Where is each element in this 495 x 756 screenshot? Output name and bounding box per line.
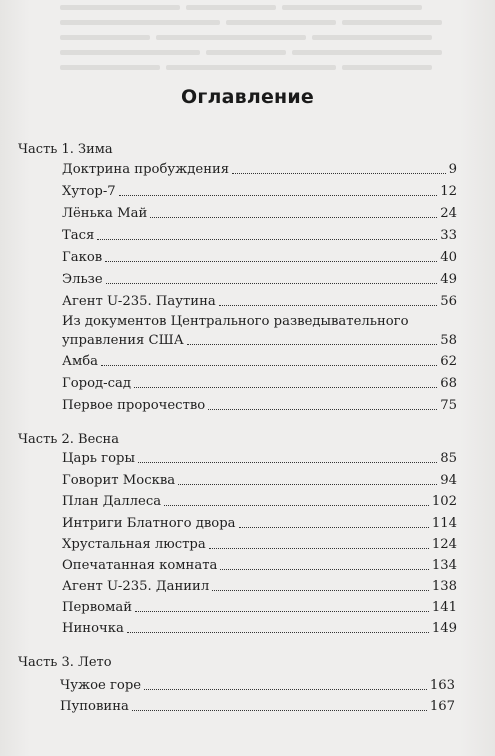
entry-title: Говорит Москва: [62, 473, 176, 488]
toc-entry: [62, 556, 457, 575]
entry-page: 163: [429, 678, 455, 693]
dot-leader: [138, 462, 437, 463]
dot-leader: [239, 527, 429, 528]
entry-page: 40: [440, 250, 457, 265]
entry-page: 9: [448, 162, 457, 177]
entry-page: 49: [440, 272, 457, 287]
toc-entry: [62, 492, 457, 511]
toc-entry: [62, 352, 457, 371]
toc-entry: [60, 697, 455, 716]
entry-title: Первое пророчество: [62, 398, 206, 413]
toc-entry: [62, 312, 457, 350]
entry-title: Интриги Блатного двора: [62, 516, 236, 531]
dot-leader: [135, 611, 429, 612]
entry-page: 102: [431, 494, 457, 509]
toc-entry: [62, 270, 457, 289]
toc-entry: [62, 514, 457, 533]
toc-entry: [62, 535, 457, 554]
toc-entry: [62, 619, 457, 638]
entry-page: 85: [440, 451, 457, 466]
toc-entry: [62, 577, 457, 596]
dot-leader: [208, 409, 437, 410]
entry-title: Опечатанная комната: [62, 558, 218, 573]
dot-leader: [232, 173, 446, 174]
entry-page: 56: [440, 294, 457, 309]
dot-leader: [132, 710, 427, 711]
entry-page: 12: [440, 184, 457, 199]
toc-title: Оглавление: [181, 86, 314, 108]
dot-leader: [134, 387, 437, 388]
dot-leader: [164, 505, 429, 506]
show-through-text: [60, 0, 460, 140]
dot-leader: [219, 305, 437, 306]
entry-title: Хрустальная люстра: [62, 537, 206, 552]
entry-title: Лёнька Май: [62, 206, 148, 221]
toc-entry: [62, 598, 457, 617]
entry-title: Эльзе: [62, 272, 103, 287]
entry-title: Пуповина: [60, 699, 129, 714]
dot-leader: [97, 239, 437, 240]
entry-title: Тася: [62, 228, 95, 243]
entry-page: 141: [431, 600, 457, 615]
dot-leader: [220, 569, 428, 570]
toc-entry: [62, 160, 457, 179]
toc-entry: [62, 248, 457, 267]
dot-leader: [101, 365, 437, 366]
entry-page: 138: [431, 579, 457, 594]
toc-entry: [62, 292, 457, 311]
entry-title: Доктрина пробуждения: [62, 162, 230, 177]
entry-page: 68: [440, 376, 457, 391]
entry-page: 114: [431, 516, 457, 531]
entry-title: Чужое горе: [60, 678, 142, 693]
toc-entry: [62, 374, 457, 393]
entry-title: План Даллеса: [62, 494, 162, 509]
entry-title: Первомай: [62, 600, 133, 615]
entry-title: Царь горы: [62, 451, 135, 466]
entry-title: Агент U-235. Паутина: [62, 294, 216, 309]
entry-page: 58: [440, 333, 457, 348]
toc-entry: [62, 226, 457, 245]
dot-leader: [119, 195, 438, 196]
entry-title: Агент U-235. Даниил: [62, 579, 210, 594]
entry-page: 75: [440, 398, 457, 413]
entry-title: Из документов Центрального разведывательного: [62, 314, 409, 329]
entry-page: 134: [431, 558, 457, 573]
toc-entry: [62, 449, 457, 468]
toc-entry: [62, 182, 457, 201]
dot-leader: [127, 632, 429, 633]
entry-title: Гаков: [62, 250, 103, 265]
toc-entry: [60, 676, 455, 695]
part-heading: Часть 3. Лето: [18, 655, 112, 670]
entry-page: 62: [440, 354, 457, 369]
entry-page: 167: [429, 699, 455, 714]
entry-page: 33: [440, 228, 457, 243]
entry-title: Ниночка: [62, 621, 124, 636]
entry-page: 24: [440, 206, 457, 221]
dot-leader: [187, 344, 438, 345]
dot-leader: [212, 590, 429, 591]
dot-leader: [178, 484, 437, 485]
dot-leader: [150, 217, 437, 218]
entry-title: Амба: [62, 354, 99, 369]
entry-page: 94: [440, 473, 457, 488]
entry-title: Хутор-7: [62, 184, 116, 199]
entry-title-continued: управления США: [62, 333, 184, 348]
toc-entry: [62, 471, 457, 490]
entry-title: Город-сад: [62, 376, 131, 391]
toc-entry: [62, 396, 457, 415]
dot-leader: [105, 261, 437, 262]
part-heading: Часть 2. Весна: [18, 432, 119, 447]
dot-leader: [209, 548, 429, 549]
dot-leader: [144, 689, 427, 690]
toc-entry: [62, 204, 457, 223]
entry-page: 149: [431, 621, 457, 636]
part-heading: Часть 1. Зима: [18, 142, 113, 157]
entry-page: 124: [431, 537, 457, 552]
dot-leader: [106, 283, 438, 284]
